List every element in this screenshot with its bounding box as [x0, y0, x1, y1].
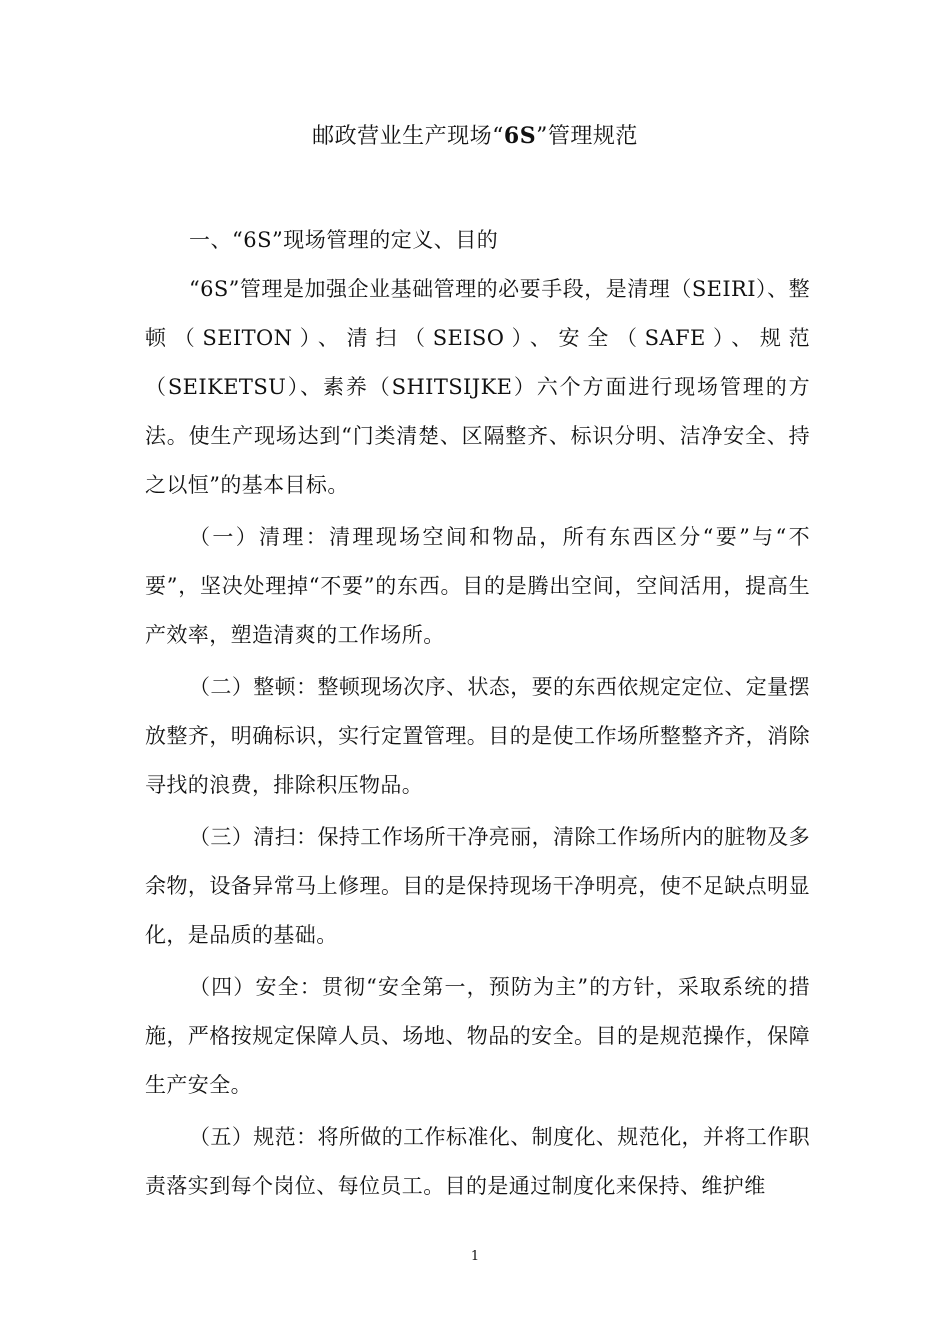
title-text-before: 邮政营业生产现场“ [312, 124, 504, 149]
paragraph-seiketsu: （五）规范：将所做的工作标准化、制度化、规范化，并将工作职责落实到每个岗位、每位员工。目的是通过制度化来保持、维护维 [145, 1125, 810, 1198]
paragraph-definition: “6S”管理是加强企业基础管理的必要手段，是清理（SEIRI）、整顿（SEITON）、清扫（SEISO）、安全（SAFE）、规范（SEIKETSU）、素养（SHITSIJKE）六个方面进行现场管理的方法。使生产现场达到“门类清楚、区隔整齐、标识分明、洁净安全、持之以恒”的基本目标。 [145, 277, 810, 497]
paragraph-safe: （四）安全：贯彻“安全第一，预防为主”的方针，采取系统的措施，严格按规定保障人员、场地、物品的安全。目的是规范操作，保障生产安全。 [145, 975, 810, 1097]
paragraph-seiso: （三）清扫：保持工作场所干净亮丽，清除工作场所内的脏物及多余物，设备异常马上修理。目的是保持现场干净明亮，使不足缺点明显化，是品质的基础。 [145, 825, 810, 947]
section-heading: 一、“6S”现场管理的定义、目的 [189, 228, 499, 252]
title-text-bold: 6S [503, 123, 537, 149]
document-title [0, 118, 950, 155]
document-body [145, 216, 810, 1214]
page-number: 1 [470, 1249, 480, 1264]
paragraph-seiton: （二）整顿：整顿现场次序、状态，要的东西依规定定位、定量摆放整齐，明确标识，实行定置管理。目的是使工作场所整整齐齐，消除寻找的浪费，排除积压物品。 [145, 675, 810, 797]
title-text-after: ”管理规范 [536, 124, 638, 149]
paragraph-seiri: （一）清理：清理现场空间和物品，所有东西区分“要”与“不要”，坚决处理掉“不要”的东西。目的是腾出空间，空间活用，提高生产效率，塑造清爽的工作场所。 [145, 525, 810, 647]
